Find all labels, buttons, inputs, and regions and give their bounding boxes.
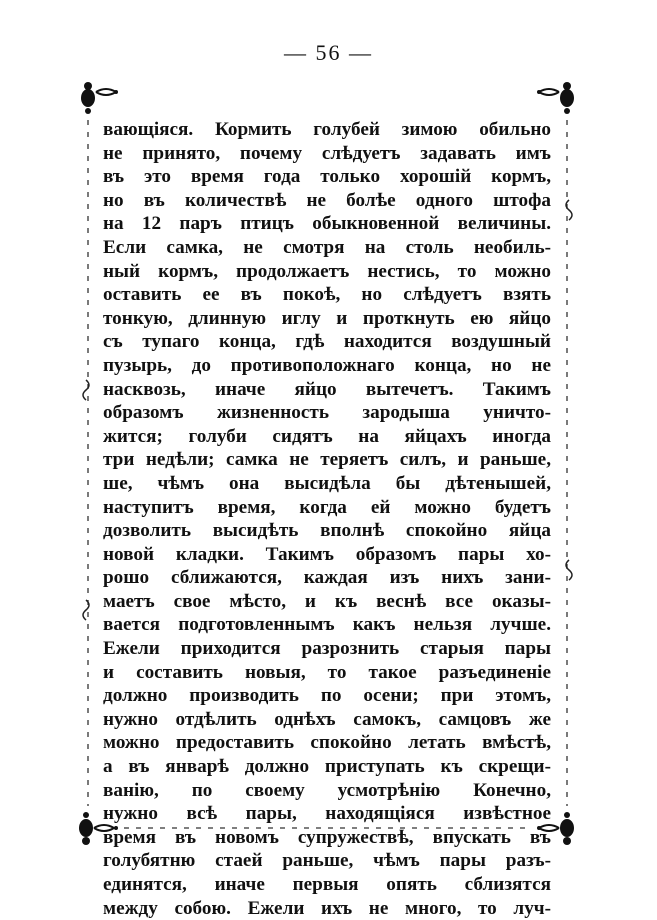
text-line: не принято, почему слѣдуетъ задавать имъ (103, 142, 551, 164)
corner-ornament-top-left (81, 82, 118, 114)
text-line: единятся, иначе первыя опять сблизятся (103, 874, 551, 895)
page-number: — 56 — (284, 40, 373, 65)
text-line: можно предоставить спокойно летать вмѣстѣ, (103, 732, 551, 754)
text-line: и составить новыя, то такое разъединеніе (103, 661, 551, 683)
corner-ornament-top-right (537, 82, 574, 114)
text-line: нужно всѣ пары, находящіяся извѣстное (103, 803, 551, 825)
text-line: Ежели приходится разрознить старыя пары (103, 638, 551, 660)
text-line: ванію, по своему усмотрѣнію Конечно, (103, 779, 551, 801)
text-line: вается подготовленнымъ какъ нельзя лучше. (103, 614, 551, 636)
text-line: пузырь, до противоположнаго конца, но не (103, 354, 551, 376)
text-line: съ тупаго конца, гдѣ находится воздушный (103, 331, 551, 353)
text-line: должно производить по осени; при этомъ, (103, 685, 551, 707)
text-line: тонкую, длинную иглу и проткнуть ею яйцо (103, 307, 551, 329)
text-line: ный кормъ, продолжаетъ нестись, то можно (103, 260, 551, 282)
body-text (103, 118, 551, 920)
text-line: новой кладки. Такимъ образомъ пары хо- (103, 543, 551, 565)
text-line: жится; голуби сидятъ на яйцахъ иногда (103, 425, 551, 447)
text-line: между собою. Ежели ихъ не много, то луч- (103, 897, 551, 919)
text-line: оставить ее въ покоѣ, но слѣдуетъ взять (103, 284, 551, 306)
text-line: на 12 паръ птицъ обыкновенной величины. (103, 213, 551, 235)
text-line: а въ январѣ должно приступать къ скрещи- (103, 756, 551, 778)
text-line: насквозь, иначе яйцо вытечетъ. Такимъ (103, 378, 551, 400)
text-line: образомъ жизненность зародыша уничто- (103, 402, 551, 424)
text-line: нужно отдѣлить однѣхъ самокъ, самцовъ же (103, 708, 551, 730)
text-line: маетъ свое мѣсто, и къ веснѣ все оказы- (103, 590, 551, 612)
text-line: время въ новомъ супружествѣ, впускать въ (103, 826, 551, 848)
text-line: ше, чѣмъ она высидѣла бы дѣтенышей, (103, 472, 551, 494)
text-line: рошо сближаются, каждая изъ нихъ зани- (103, 567, 551, 589)
text-line: но въ количествѣ не болѣе одного штофа (103, 189, 551, 211)
text-line: голубятню стаей раньше, чѣмъ пары разъ- (103, 850, 551, 872)
text-line: дозволить высидѣть вполнѣ спокойно яйца (103, 520, 551, 542)
text-line: Если самка, не смотря на столь необиль- (103, 236, 551, 258)
text-line: три недѣли; самка не теряетъ силъ, и раньше, (103, 449, 551, 471)
text-line: наступитъ время, когда ей можно будетъ (103, 496, 551, 518)
text-line: въ это время года только хорошій кормъ, (103, 166, 551, 188)
text-line: вающіяся. Кормить голубей зимою обильно (103, 119, 551, 140)
